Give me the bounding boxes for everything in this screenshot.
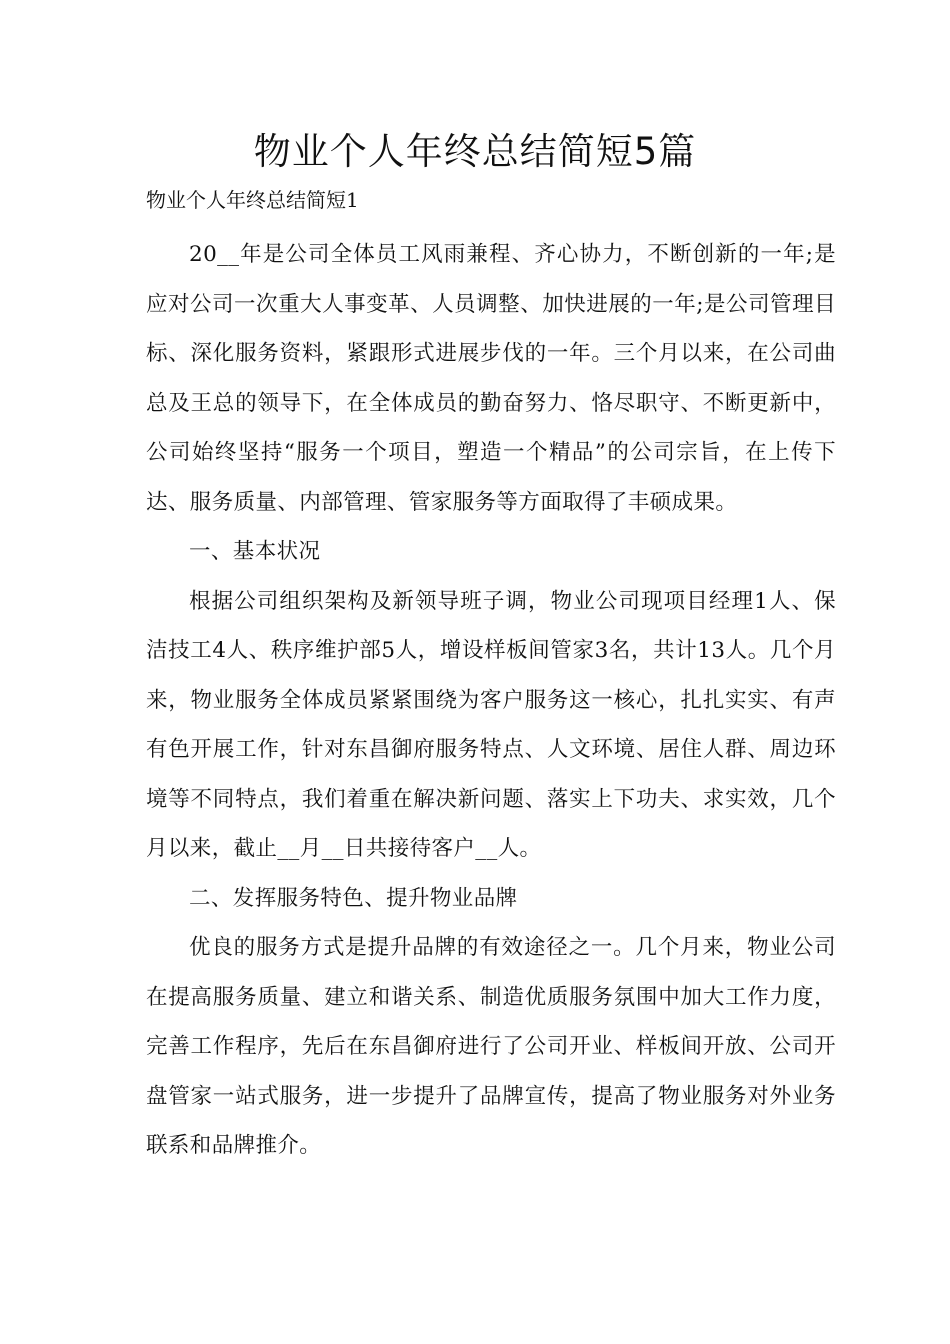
heading-basic-status: 一、基本状况 <box>189 539 321 564</box>
paragraph-service-brand: 优良的服务方式是提升品牌的有效途径之一。几个月来，物业公司在提高服务质量、建立和谐关系、制造优质服务氛围中加大工作力度，完善工作程序，先后在东昌御府进行了公司开业、样板间开放、公司开盘管家一站式服务，进一步提升了品牌宣传，提高了物业服务对外业务联系和品牌推介。 <box>146 935 836 1158</box>
section-subtitle: 物业个人年终总结简短1 <box>146 188 359 212</box>
paragraph-basic-status: 根据公司组织架构及新领导班子调，物业公司现项目经理1人、保洁技工4人、秩序维护部5人，增设样板间管家3名，共计13人。几个月来，物业服务全体成员紧紧围绕为客户服务这一核心，扎扎实实、有声有色开展工作，针对东昌御府服务特点、人文环境、居住人群、周边环境等不同特点，我们着重在解决新问题、落实上下功夫、求实效，几个月以来，截止__月__日共接待客户__人。 <box>146 588 836 861</box>
document-title: 物业个人年终总结简短5篇 <box>253 130 697 173</box>
paragraph-intro: 20__年是公司全体员工风雨兼程、齐心协力，不断创新的一年;是应对公司一次重大人事变革、人员调整、加快进展的一年;是公司管理目标、深化服务资料，紧跟形式进展步伐的一年。三个月以来，在公司曲总及王总的领导下，在全体成员的勤奋努力、恪尽职守、不断更新中，公司始终坚持“服务一个项目，塑造一个精品”的公司宗旨，在上传下达、服务质量、内部管理、管家服务等方面取得了丰硕成果。 <box>146 242 836 515</box>
heading-service-brand: 二、发挥服务特色、提升物业品牌 <box>189 885 518 911</box>
document-body <box>146 230 836 1171</box>
